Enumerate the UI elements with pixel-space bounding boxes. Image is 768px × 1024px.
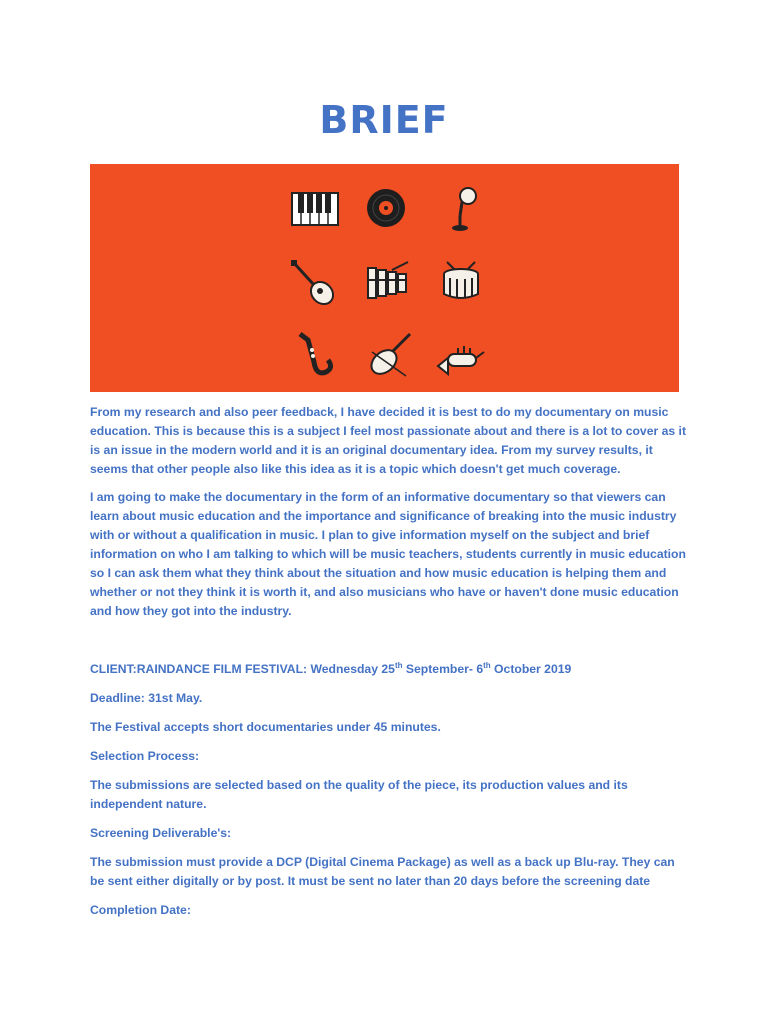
deadline-line: Deadline: 31st May. xyxy=(90,691,203,705)
piano-keys-icon xyxy=(291,192,339,226)
accepts-line: The Festival accepts short documentaries under 45 minutes. xyxy=(90,720,441,734)
intro-paragraph: From my research and also peer feedback, I have decided it is best to do my documentary on music education. This is because this is a subject I feel most passionate about and there is a lot to cover as it is an issue in the modern world and it is an original documentary idea. From my survey results, it seems that other people also like this idea as it is a topic which doesn't get much coverage. xyxy=(90,405,686,476)
approach-paragraph: I am going to make the documentary in the form of an informative documentary so that viewers can learn about music education and the importance and significance of breaking into the music industry with or without a qualification in music. I plan to give information myself on the subject and brief information on who I am talking to which will be music teachers, students currently in music education so I can ask them what they think about the situation and how music education is helping them and whether or not they think it is worth it, and also musicians who have or haven't done music education and how they got into the industry. xyxy=(90,490,686,618)
completion-heading: Completion Date: xyxy=(90,903,191,917)
selection-text: The submissions are selected based on the quality of the piece, its production values and its independent nature. xyxy=(90,778,628,811)
screening-text: The submission must provide a DCP (Digital Cinema Package) as well as a back up Blu-ray. They can be sent either digitally or by post. It must be sent no later than 20 days before the screening date xyxy=(90,855,675,888)
violin-icon xyxy=(366,332,414,378)
vinyl-record-icon xyxy=(366,188,406,228)
microphone-icon xyxy=(446,186,480,232)
trumpet-icon xyxy=(436,336,486,376)
page-title: BRIEF xyxy=(319,98,449,142)
selection-heading: Selection Process: xyxy=(90,749,200,763)
saxophone-icon xyxy=(290,332,336,380)
drum-icon xyxy=(441,260,481,302)
client-line: CLIENT:RAINDANCE FILM FESTIVAL: Wednesday 25th September- 6th October 2019 xyxy=(90,660,572,676)
screening-heading: Screening Deliverable's: xyxy=(90,826,232,840)
music-instruments-banner xyxy=(90,164,679,392)
guitar-icon xyxy=(290,259,340,307)
xylophone-icon xyxy=(366,260,410,302)
